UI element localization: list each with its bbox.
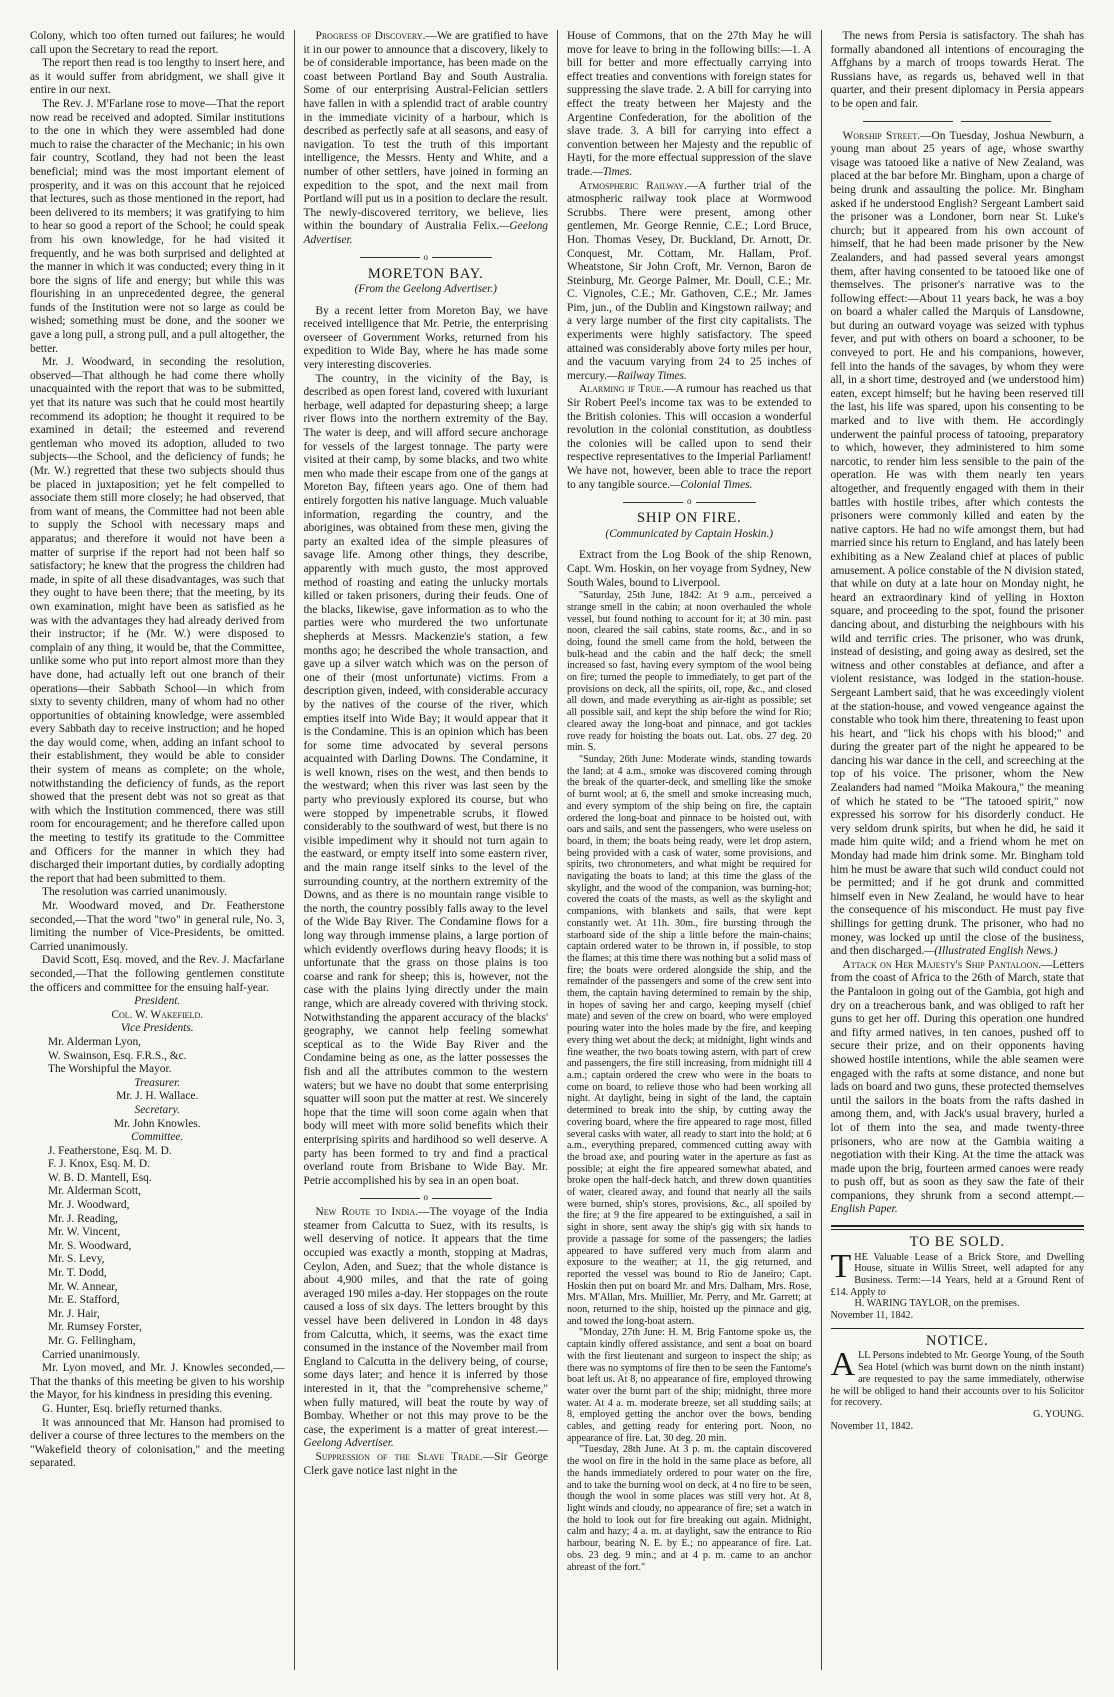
paragraph: Colony, which too often turned out failures; he would call upon the Secretary to read the report. bbox=[30, 30, 285, 56]
notice-text bbox=[830, 1346, 1085, 1409]
article-text: —On Tuesday, Joshua Newburn, a young man about 25 years of age, whose swarthy visage was tatooed like a native of New Zealand, was placed at the bar before Mr. Bingham, upon a charge of being drunk and assaulting the police. Mr. Bingham asked if he understood English? Sergeant Lambert said the prisoner was a Londoner, born near St. Luke's church; but it appeared from his own account of himself, that he had been made prisoner by the New Zealanders, and had passed several years amongst them, after having consented to be tatooed like one of themselves. The prisoner's narrative was to the following effect:—About 11 years back, he was a boy on board a whaler called the Marquis of Lansdowne, but during an outward voyage was seized with typhus fever, and put with others on board a schooner, to be conveyed to port. He and his companions, however, fell into the hands of the savages, by whom they were all, in a short time, destroyed and (we understood him) eaten, except himself; but he having been reserved till the last, his life was spared, upon his consenting to be marked and to live with them. He accordingly underwent the painful process of tatooing, preparatory to which, however, they administered to him some narcotic, to render him less sensible to the pain of the operation. He was with them nearly ten years altogether, and frequently engaged with them in their battles with hostile tribes, after which contests the prisoners were commonly killed and eaten by the native captors. He had no wife amongst them, but had married since his return to England, and has lately been exhibiting as a New Zealand chief at places of public amusement. A police constable of the N division stated, that while on duty at a late hour on Monday night, he heard an extraordinary kind of yelling in Hoxton square, and proceeding to the spot, found the prisoner dancing about, and disturbing the neighbours with his wild and terrific cries. The prisoner, who was drunk, instead of desisting, and going away as desired, set the witness and other constables at defiance, and after a violent resistance, was lodged in the station-house. Sergeant Lambert said, that he was exceedingly violent at the station-house, and vowed vengeance against the constable who took him there, threatening to feast upon his heart, and "lick his chops with his blood;" and during the greater part of the night he appeared to be dancing his war dance in the cell, and screeching at the top of his voice. The prisoner, whom the New Zealanders had named "Moika Makoura," the meaning of which he stated to be "The tatooed spirit," now expressed his sorrow for his disorderly conduct. He very seldom drunk spirits, but when he did, he said it made him quite wild; and a friend whom he met on Monday had made him drink some. Mr. Bingham told him he must be aware that such wild conduct could not be permitted; and if he got drunk and committed himself even in New Zealand, he would have to hear the consequence of his misconduct. He must pay five shillings for getting drunk. The prisoner, who had no money, was locked up until the close of the business, and then discharged. bbox=[830, 129, 1084, 958]
column-2 bbox=[294, 30, 558, 1670]
to-be-sold-heading: TO BE SOLD. bbox=[909, 1234, 1005, 1251]
article-source: —Times. bbox=[592, 165, 633, 178]
office-holder: The Worshipful the Mayor. bbox=[48, 1063, 172, 1076]
newspaper-page bbox=[30, 30, 1084, 1670]
list-item: J. Featherstone, Esq. M. D. bbox=[48, 1144, 172, 1157]
article-worship-street bbox=[831, 130, 1085, 959]
advert-text bbox=[830, 1247, 1085, 1299]
paragraph: The country, in the vicinity of the Bay, is described as open forest land, covered with luxuriant herbage, well adapted for depasturing sheep; a large river flows into the northern extremity of the Bay. The water is deep, and will afford secure anchorage for vessels of the largest tonnage. The party were visited at their camp, by some blacks, and two white men who made their escape from one of the gangs at Moreton Bay, fifteen years ago. One of them had entirely forgotten his native language. Much valuable information, regarding the country, and the aborigines, was obtained from these men, giving the party an exalted idea of the simple pleasures of savage life. Among other things, they describe, apparently with much gusto, the most approved method of roasting and eating the unlucky mortals killed or taken prisoners, during their feuds. One of the blacks, likewise, gave information as to who the parties were who murdered the two unfortunate shepherds at Messrs. Mackenzie's station, a few months ago; he described the whole transaction, and gave up a silver watch which was on the person of one of their (most unfortunate) victims. From a description given, indeed, with considerable accuracy by the natives of the course of the river, which empties itself into Wide Bay; it would appear that it is the Condamine. This is an opinion which has been for some time advocated by several persons acquainted with Darling Downs. The Condamine, it is well known, rises on the west, and then bends to the westward; when this river was last seen by the party who previously explored its course, but who were stopped by impenetrable scrubs, it flowed considerably to the southward of west, but there is no visible impediment why it should not turn again to the eastward, or empty itself into some eastern river, and the main range itself sinks to the level of the surrounding country, at the northern extremity of the Downs, and as there is no mountain range visible to the north, the country possibly falls away to the level of the Wide Bay River. The Condamine flows for a long way through immense plains, a large portion of which evidently overflows during heavy floods; it is unfortunate that the grass on those plains is too coarse and rank for sheep; this is, however, not the case with the plains lying directly under the main range, which are already covered with thriving stock. Notwithstanding the apparent accuracy of the blacks' geography, we cannot help feeling somewhat sceptical as to the Wide Bay River and the Condamine being as one, as the latter possesses the fish and all the attributes common to the western waters; but we have no doubt that some enterprising squatter will soon put the matter at rest. We sincerely hope that the time will soon come again when that body will meet with more solid benefits which their enterprising spirits and hardihood so well deserve. A party has been formed to try and find a practical overland route from Brisbane to Wide Bay. Mr. Petrie accomplished his by sea in an open boat. bbox=[303, 372, 548, 1187]
advert-date: November 11, 1842. bbox=[830, 1310, 914, 1322]
article-title: Atmospheric Railway. bbox=[579, 179, 687, 192]
list-item: Mr. G. Fellingham, bbox=[48, 1335, 136, 1347]
paragraph: G. Hunter, Esq. briefly returned thanks. bbox=[42, 1402, 223, 1415]
paragraph: The Rev. J. M'Farlane rose to move—That the report now read be received and adopted. Similar institutions to the one in which they were assembled had done much to raise the character of the Mechanic; in his own fair country, Scotland, they had not been the least beneficial; mind was the most important element of prosperity, and it was on this account that he rejoiced that lectures, such as those mentioned in the report, had been delivered to its members; it was gratifying to him to hear so good a report of the School; he could speak from his own knowledge, for he had visited it frequently, and he was both surprised and delighted at the manner in which it was conducted; every thing in it bore the signs of life and energy; but while this was flourishing in an unprecedented degree, the general funds of the Institution were not so large as could be wished; something must be done, and the sooner we gave a long pull, a strong pull, and a pull altogether, the better. bbox=[30, 97, 285, 355]
paragraph: The news from Persia is satisfactory. The shah has formally abandoned all intentions of encouraging the Affghans by a march of troops towards Herat. The Russians have, as regards us, behaved well in that quarter, and their present diplomacy in Persia appears to be open and fair. bbox=[830, 30, 1084, 110]
log-entry: "Tuesday, 28th June. At 3 p. m. the captain discovered the wool on fire in the hold in the same place as before, all the hands immediately ordered to pour water on the fire, and to take the burning wool on deck, at 4 no fire to be seen, though the wool in some places was still very hot. At 8, light winds and cloudy, no appearance of fire; set a watch in the hold to look out for fire breaking out again. Midnight, calm and hazy; 4 a. m. at daylight, saw the entrance to Rio harbour, bearing N. E. by E.; no appearance of fire. Lat. obs. 23 deg. 9 min.; and at 4 p. m. came to an anchor abreast of the fort." bbox=[567, 1444, 812, 1573]
list-item: Mr. S. Woodward, bbox=[48, 1239, 132, 1252]
office-holder: Mr. J. H. Wallace. bbox=[116, 1090, 199, 1103]
list-item: Mr. Rumsey Forster, bbox=[48, 1321, 142, 1334]
divider bbox=[831, 116, 1085, 126]
article-pantaloon bbox=[831, 959, 1085, 1217]
advert-contact: H. WARING TAYLOR, on the premises. bbox=[854, 1298, 1020, 1310]
paragraph: Mr. J. Woodward, in seconding the resolution, observed—That although he had come there wholly unacquainted with the report that was to be submitted, yet that its nature was such that he could most heartily recommend its adoption; he thought it required to be examined in detail; the esteemed and reverend gentleman who moved its adoption, alluded to two subjects—the School, and the deficiency of funds; he (Mr. W.) regretted that these two subjects should thus be placed in juxtaposition; yet he felt compelled to associate them still more closely; he had observed, that from want of means, the Committee had not been able to supply the School with necessary maps and apparatus; and therefore it would not have been a matter of surprise if the report had not been half so satisfactory; he knew that the progress the children had made, in spite of all these disadvantages, was such that they ought to have been there; that the meeting, by its own examination, might have been as satisfied as he was with the advantages they had already derived from their instructor; if he (Mr. W.) were disposed to complain of any thing, it would be, that the Committee, unlike some who put into report almost more than they have done, had actually left out one branch of their operations—their Sabbath School—in which from sixty to seventy children, many of whom had no other opportunities of obtaining knowledge, were assembled every Sabbath day to receive instruction; and he hoped the day would come, when, adding an infant school to their establishment, they would be able to consider their system of means as complete; on the whole, notwithstanding the deficiency of funds, as the report showed that the present debt was not so great as that with which the Institution commenced, there was still room for encouragement; and he therefore called upon the meeting to testify its gratitude to the Committee and Officers for the manner in which they had discharged their important duties, by cordially adopting the report that had been submitted to them. bbox=[30, 356, 285, 885]
log-entry: "Sunday, 26th June: Moderate winds, standing towards the land; at 4 a.m., smoke was discovered coming through the break of the quarter-deck, and smelling like the smoke of burnt wool; at 6, the smell and smoke increasing much, and every symptom of the ship being on fire, the captain ordered the long-boat and pinnace to be hoisted out, with oars and sails, and sent the passengers, who were useless on board, in them; the boats being ready, were let drop astern, being provided with a cask of water, some provisions, and spirits, two chronometers, and what might be required for navigating the boats to land; at this time the glass of the skylight, and the wood of the companion, was burning-hot; covered the coats of the masts, as well as the skylight and companions, with blankets and sails, that were kept constantly wet. At 11h. 30m., fire bursting through the starboard side of the ship a little before the main-chains; captain ordered water to be thrown in, if possible, to stop the flames; at this time there was nothing but a solid mass of fire; the boats were ordered alongside the ship, and the remainder of the passengers and some of the crew sent into them, the captain having determined to remain by the ship, in hopes of saving her and cargo, keeping myself (chief mate) and seven of the crew on board, who were employed pouring water into the holes made by the fire, and keeping every thing wet about the deck; at midnight, light winds and fine weather, the two boats towing astern, with part of crew and passengers, the fire still increasing, from midnight till 4 a.m.; captain ordered the crew who were in the boats to come on board, to relieve those who had been working all night. At daylight, being in sight of the land, the captain determined to break into the ship, by cutting away the covering board, where the fire appeared to rage most, filled several casks with water, all ready to start into the hold; at 6 a.m., everything prepared, commenced cutting away with the broad axe, and pouring water in the aperture as fast as possible; at eight the fire appeared somewhat abated, and broke open the half-deck hatch, and threw down quantities of water, cleared away, and found that nearly all the sails were burned, ship's stores, provisions, &c., all spoiled by the fire; at 9 the fire appeared to be extinguished, a sail in sight in shore, sent away the ship's gig with six hands to provide a passage for some of the passengers; the ladies appeared to have suffered very much from alarm and exposure to the weather; at 11, the gig returned, and reported the vessel was bound to Rio de Janeiro; Capt. Hoskin then put on board Mr. and Mrs. Dalham, Mrs. Rose, Mrs. M'Allan, Mrs. Muillier, Mr. Perry, and Mr. Garrett; at noon, returned to the ship, hoisted up the pinnace and gig, and towed the long-boat astern. bbox=[567, 754, 812, 1327]
paragraph: David Scott, Esq. moved, and the Rev. J. Macfarlane seconded,—That the following gentlemen constitute the officers and committee for the ensuing half-year. bbox=[30, 954, 285, 994]
list-item: Mr. J. Hair, bbox=[48, 1307, 100, 1320]
list-item: W. B. D. Mantell, Esq. bbox=[48, 1171, 152, 1184]
list-item: Mr. J. Reading, bbox=[48, 1212, 118, 1225]
article-title: New Route to India. bbox=[315, 1206, 419, 1219]
list-item: Mr. E. Stafford, bbox=[48, 1294, 120, 1307]
list-item: Mr. T. Dodd, bbox=[48, 1267, 107, 1280]
article-text: —A rumour has reached us that Sir Robert Peel's income tax was to be extended to the British colonies. This will occasion a wonderful revolution in the colonial constitution, as doubtless the colonies will be called upon to send their respective representatives to the Imperial Parliament! We have not, however, been able to trace the report to any tangible source. bbox=[567, 383, 812, 491]
column-1 bbox=[30, 30, 294, 1670]
list-item: Mr. W. Vincent, bbox=[48, 1226, 121, 1239]
advert-body: HE Valuable Lease of a Brick Store, and Dwelling House, situate in Willis Street, well adapted for any Business. Term:—14 Years, held at a Ground Rent of £14. Apply to bbox=[830, 1251, 1084, 1298]
article-new-route-to-india bbox=[304, 1206, 549, 1451]
list-item: Mr. W. Annear, bbox=[48, 1280, 118, 1293]
paragraph: By a recent letter from Moreton Bay, we have received intelligence that Mr. Petrie, the enterprising overseer of Government Works, returned from his expedition to Wide Bay, where he has made some very interesting discoveries. bbox=[303, 304, 548, 372]
office-label: Committee. bbox=[131, 1131, 184, 1144]
article-atmospheric-railway bbox=[567, 180, 812, 384]
article-source: —(Illustrated English News.) bbox=[924, 945, 1058, 958]
office-label: Treasurer. bbox=[134, 1076, 181, 1089]
office-holder: Mr. John Knowles. bbox=[113, 1117, 201, 1130]
article-source: —Geelong Advertiser. bbox=[303, 220, 548, 246]
article-text: —We are gratified to have it in our power to announce that a discovery, likely to be of considerable importance, has been made on the coast between Portland Bay and South Australia. Some of our enterprising Austral-Felician settlers have fallen in with a splendid tract of arable country in the immediate vicinity of a harbour, which is described as perfectly safe at all seasons, and easy of navigation. To test the truth of this important intelligence, the Messrs. Henty and White, and a number of other settlers, have joined in forming an expedition to the spot, and the next mail from Portland will put us in a position to declare the result. The newly-discovered territory, we believe, lies within the boundary of Australia Felix. bbox=[303, 30, 549, 233]
dropcap: T bbox=[830, 1247, 852, 1285]
article-title: Suppression of the Slave Trade. bbox=[315, 1450, 483, 1463]
article-source: —Geelong Advertiser. bbox=[303, 1423, 548, 1450]
notice-signature: G. YOUNG. bbox=[1033, 1408, 1084, 1420]
article-text: —Letters from the coast of Africa to the 26th of March, state that the Pantaloon in going out of the Gambia, got high and dry on a treacherous bank, and was obliged to raft her guns to get her off. During this operation one hundred and fifty armed natives, in ten canoes, pushed off to secure their prize, and on their opponents having showed hostile intentions, while the able seamen were engaged with the rafts at some distance, and none but lads on board and two guns, these protected themselves until the sailors in the boats from the rafts dashed in among them, and, with Jack's usual bravery, hurled a lot of them into the sea, and made twenty-three prisoners, who are now at the Gambia waiting a negotiation with their King. At the time the attack was made upon the brig, fourteen armed canoes were ready to push off, but as soon as they saw the fate of their companions, they shrunk from a second attempt. bbox=[830, 958, 1084, 1202]
divider: o bbox=[304, 252, 549, 262]
log-entry: "Monday, 27th June: H. M. Brig Fantome spoke us, the captain kindly offered assistance, and sent a boat on board with the first lieutenant and surgeon to inspect the ship; as there was no symptoms of fire then to be seen the Fantome's boat left us. At 8, no appearance of fire, employed throwing water over the burnt part of the ship; midnight, three more water. At 4 a. m. moderate breeze, set all studding sails; at 8, employed getting the anchor over the bows, bending cables, and getting ready for entering port. Noon, no appearance of fire. Lat. 30 deg. 20 min. bbox=[567, 1327, 812, 1444]
article-slave-trade bbox=[304, 1451, 549, 1478]
office-label: President. bbox=[134, 995, 181, 1008]
article-title: Worship Street. bbox=[842, 129, 921, 142]
column-3 bbox=[557, 30, 821, 1670]
office-holder: W. Swainson, Esq. F.R.S., &c. bbox=[48, 1049, 187, 1062]
article-source: —Railway Times. bbox=[607, 369, 687, 382]
list-item: Mr. J. Woodward, bbox=[48, 1199, 130, 1212]
article-alarming-if-true bbox=[567, 383, 812, 492]
list-item: Mr. Alderman Scott, bbox=[48, 1185, 142, 1198]
divider: o bbox=[304, 1192, 549, 1202]
notice-body: LL Persons indebted to Mr. George Young, of the South Sea Hotel (which was burnt down on the ninth instant) are requested to pay the same immediately, otherwise he will be obliged to hand their accounts over to his Solicitor for recovery. bbox=[830, 1350, 1084, 1409]
article-title: Progress of Discovery. bbox=[315, 30, 426, 42]
article-source: —English Paper. bbox=[830, 1189, 1084, 1216]
paragraph: Extract from the Log Book of the ship Renown, Capt. Wm. Hoskin, on her voyage from Sydney, New South Wales, bound to Liverpool. bbox=[567, 549, 812, 589]
paragraph: Mr. Woodward moved, and Dr. Featherstone seconded,—That the word "two" in general rule, No. 3, limiting the number of Vice-Presidents, be omitted. Carried unanimously. bbox=[30, 900, 285, 953]
office-label: Secretary. bbox=[134, 1103, 180, 1116]
advert-rule bbox=[831, 1225, 1085, 1230]
office-label: Vice Presidents. bbox=[120, 1022, 194, 1035]
article-text: House of Commons, that on the 27th May he will move for leave to bring in the following bills:—1. A bill for better and more effectually carrying into effect treaties and conventions with foreign states for suppressing the slave trade. 2. A bill for carrying into effect the treaty between her Majesty and the Argentine Confederation, for the abolition of the slave trade. 3. A bill for carrying into effect a convention between her Majesty and the republic of Hayti, for the more effectual suppression of the slave trade. bbox=[567, 30, 812, 178]
list-item: Mr. S. Levy, bbox=[48, 1253, 105, 1266]
article-title: Attack on Her Majesty's Ship Pantaloon. bbox=[842, 958, 1041, 971]
column-4 bbox=[821, 30, 1085, 1670]
ship-on-fire-subheading: (Communicated by Captain Hoskin.) bbox=[605, 527, 774, 540]
log-entry: "Saturday, 25th June, 1842: At 9 a.m., perceived a strange smell in the cabin; at noon overhauled the whole vessel, but found nothing to account for it; at 30 min. past noon, cleared the sail cabins, state rooms, &c., and in so doing, found the smell came from the hold, between the bulk-head and the cabin and the half deck; the smell increased so fast, having every symptom of the wool being on fire; turned the people to immediately, to get part of the provisions on deck, all the spirits, oil, rope, &c., and closed all down, and made everything as air-tight as possible; set all possible sail, and kept the ship before the wind for Rio; cleared away the long-boat and pinnace, and got tackles rove ready for hoisting the boats out. Lat. obs. 27 deg. 20 min. S. bbox=[567, 590, 812, 754]
article-text: —A further trial of the atmospheric railway took place at Wormwood Scrubbs. There were present, among other gentlemen, Mr. George Rennie, C.E.; Lord Bruce, Hon. Thomas Vesey, Dr. Buckland, Dr. Arnott, Dr. Conquest, Mr. Cottam, Mr. Hallam, Prof. Wheatstone, Sir John Croft, Mr. Vernon, Baron de Steinburg, Mr. George Palmer, Mr. Doull, C.E.; Mr. C. Vignoles, C.E.; Mr. Gathoven, C.E.; Mr. James Pim, jun., of the Dublin and Kingstown railway; and a very large number of the first city capitalists. The experiments were highly satisfactory. The speed attained was considerably above forty miles per hour, and the vacuum varying from 24 to 25 inches of mercury. bbox=[567, 179, 812, 382]
article-text: —The voyage of the India steamer from Calcutta to Suez, with its results, is well deserving of notice. It appears that the time occupied was exactly a month, stopping at Madras, Ceylon, Aden, and Suez; that the whole distance is about 4,900 miles, and that the rate of going averaged 190 miles a-day. Her stoppages on the route caused a loss of six days. The letters brought by this vessel have been delivered in London in 48 days from Calcutta, which, it seems, was the exact time consumed in the instance of the November mail from England to Calcutta in the delivery being, of course, some days later; and hence it is inferred by those interested in it, that the "comprehensive scheme," when fully matured, will beat the route by way of Bombay. Whether or not this may prove to be the case, the experiment is a matter of great interest. bbox=[303, 1206, 548, 1436]
paragraph bbox=[567, 30, 812, 180]
ship-on-fire-heading: SHIP ON FIRE. bbox=[636, 510, 742, 527]
moreton-bay-heading: MORETON BAY. bbox=[367, 265, 484, 282]
paragraph: The resolution was carried unanimously. bbox=[42, 886, 227, 899]
notice-heading: NOTICE. bbox=[926, 1332, 989, 1349]
paragraph: It was announced that Mr. Hanson had promised to deliver a course of three lectures to the members on the "Wakefield theory of colonisation," and the meeting separated. bbox=[30, 1416, 285, 1470]
article-progress-of-discovery bbox=[304, 30, 549, 248]
list-item: F. J. Knox, Esq. M. D. bbox=[48, 1158, 150, 1171]
dropcap: A bbox=[830, 1346, 856, 1384]
paragraph: Carried unanimously. bbox=[42, 1348, 140, 1361]
divider: o bbox=[567, 496, 812, 506]
divider bbox=[831, 1328, 1085, 1329]
article-source: —Colonial Times. bbox=[670, 478, 753, 491]
moreton-bay-subheading: (From the Geelong Advertiser.) bbox=[354, 283, 497, 296]
article-text: —Sir George Clerk gave notice last night in the bbox=[303, 1450, 548, 1477]
committee-list bbox=[30, 1145, 285, 1349]
office-holder: Mr. Alderman Lyon, bbox=[48, 1035, 142, 1048]
office-holder: Col. W. Wakefield. bbox=[111, 1008, 204, 1021]
notice-date: November 11, 1842. bbox=[830, 1420, 914, 1432]
paragraph: The report then read is too lengthy to insert here, and as it would suffer from abridgment, we shall give it entire in our next. bbox=[30, 57, 285, 97]
paragraph: Mr. Lyon moved, and Mr. J. Knowles seconded,—That the thanks of this meeting be given to his worship the Mayor, for his kindness in presiding this evening. bbox=[30, 1362, 285, 1402]
article-title: Alarming if True. bbox=[579, 383, 665, 396]
